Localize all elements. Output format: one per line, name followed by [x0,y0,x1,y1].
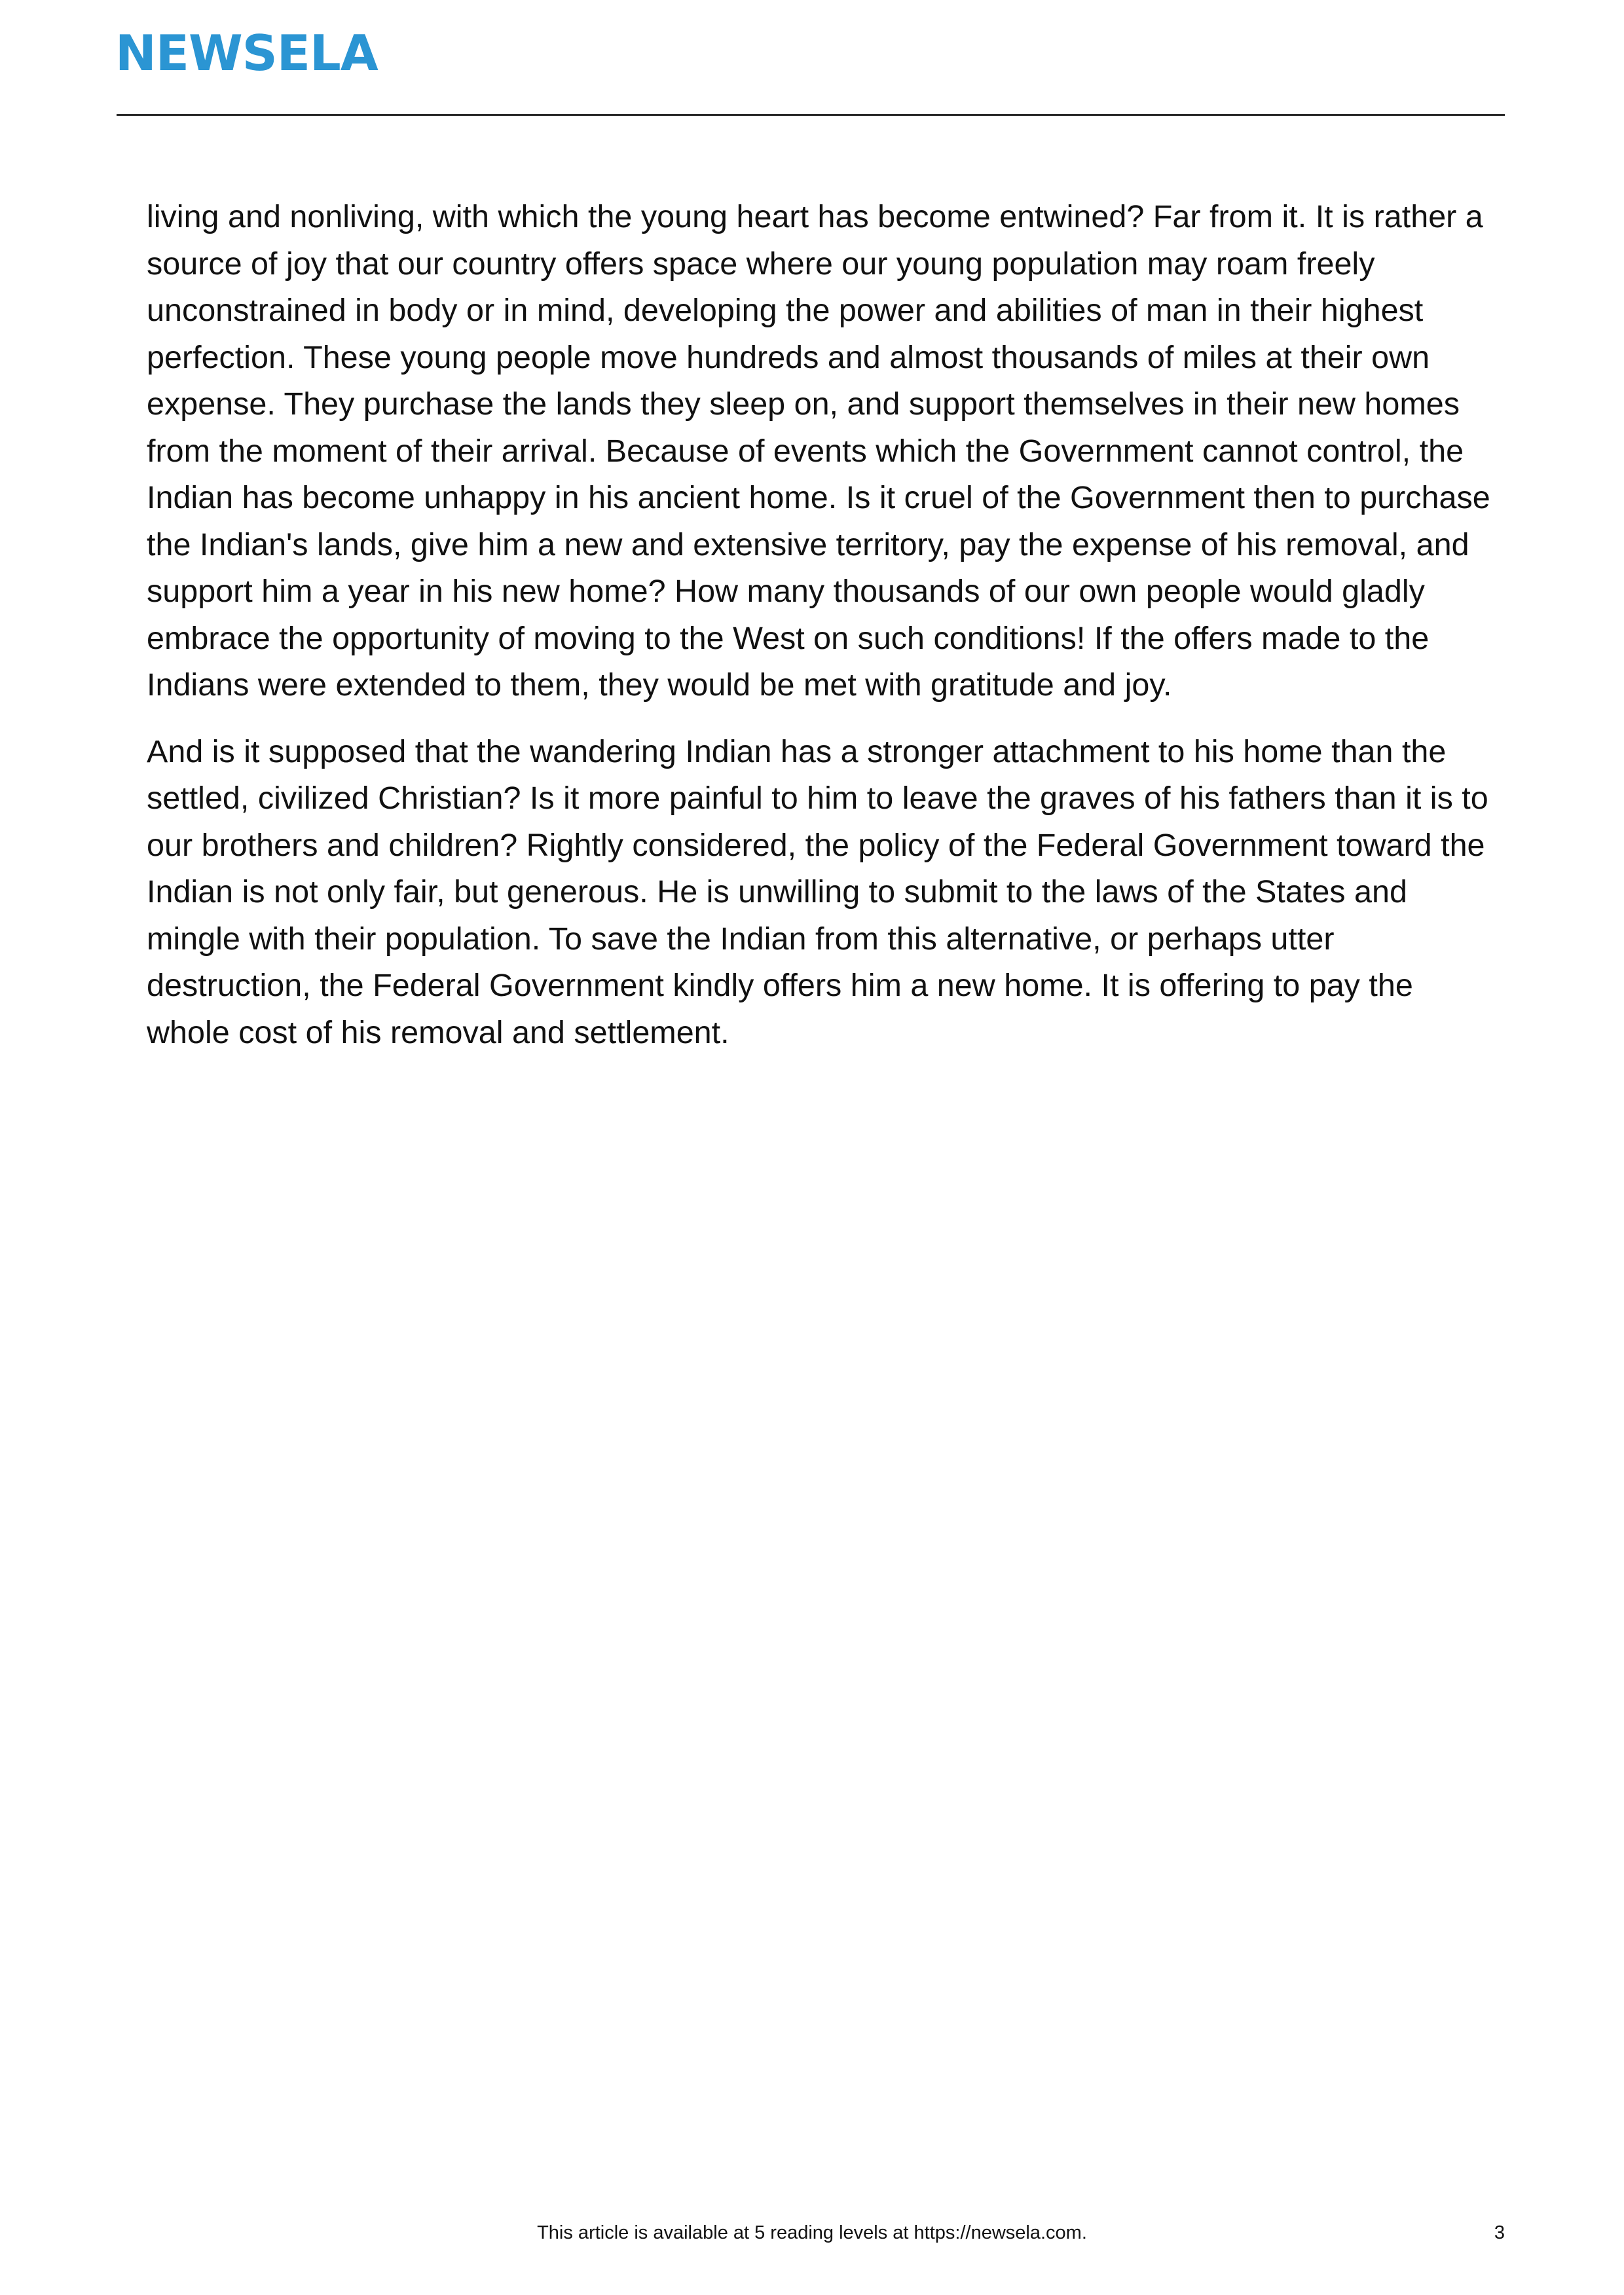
header-divider [117,114,1505,116]
footer-availability-note: This article is available at 5 reading levels at https://newsela.com. [537,2222,1087,2243]
article-paragraph-2: And is it supposed that the wandering Indian has a stronger attachment to his home than the settled, civilized Christian? Is it more painful to him to leave the graves of his fathers than it is to our brothers and children? Rightly considered, the policy of the Federal Government toward the Indian is not only fair, but generous. He is unwilling to submit to the laws of the States and mingle with their population. To save the Indian from this alternative, or perhaps utter destruction, the Federal Government kindly offers him a new home. It is offering to pay the whole cost of his removal and settlement. [147,733,1488,1050]
article-paragraph-1: living and nonliving, with which the young heart has become entwined? Far from it. It is rather a source of joy that our country offers space where our young population may roam freely unconstrained in body or in mind, developing the power and abilities of man in their highest perfection. These young people move hundreds and almost thousands of miles at their own expense. They purchase the lands they sleep on, and support themselves in their new homes from the moment of their arrival. Because of events which the Government cannot control, the Indian has become unhappy in his ancient home. Is it cruel of the Government then to purchase the Indian's lands, give him a new and extensive territory, pay the expense of his removal, and support him a year in his new home? How many thousands of our own people would gladly embrace the opportunity of moving to the West on such conditions! If the offers made to the Indians were extended to them, they would be met with gratitude and joy. [147,199,1490,703]
article-body [147,194,1496,1076]
newsela-logo: NEWSELA [115,24,378,82]
page-number: 3 [1494,2222,1505,2243]
